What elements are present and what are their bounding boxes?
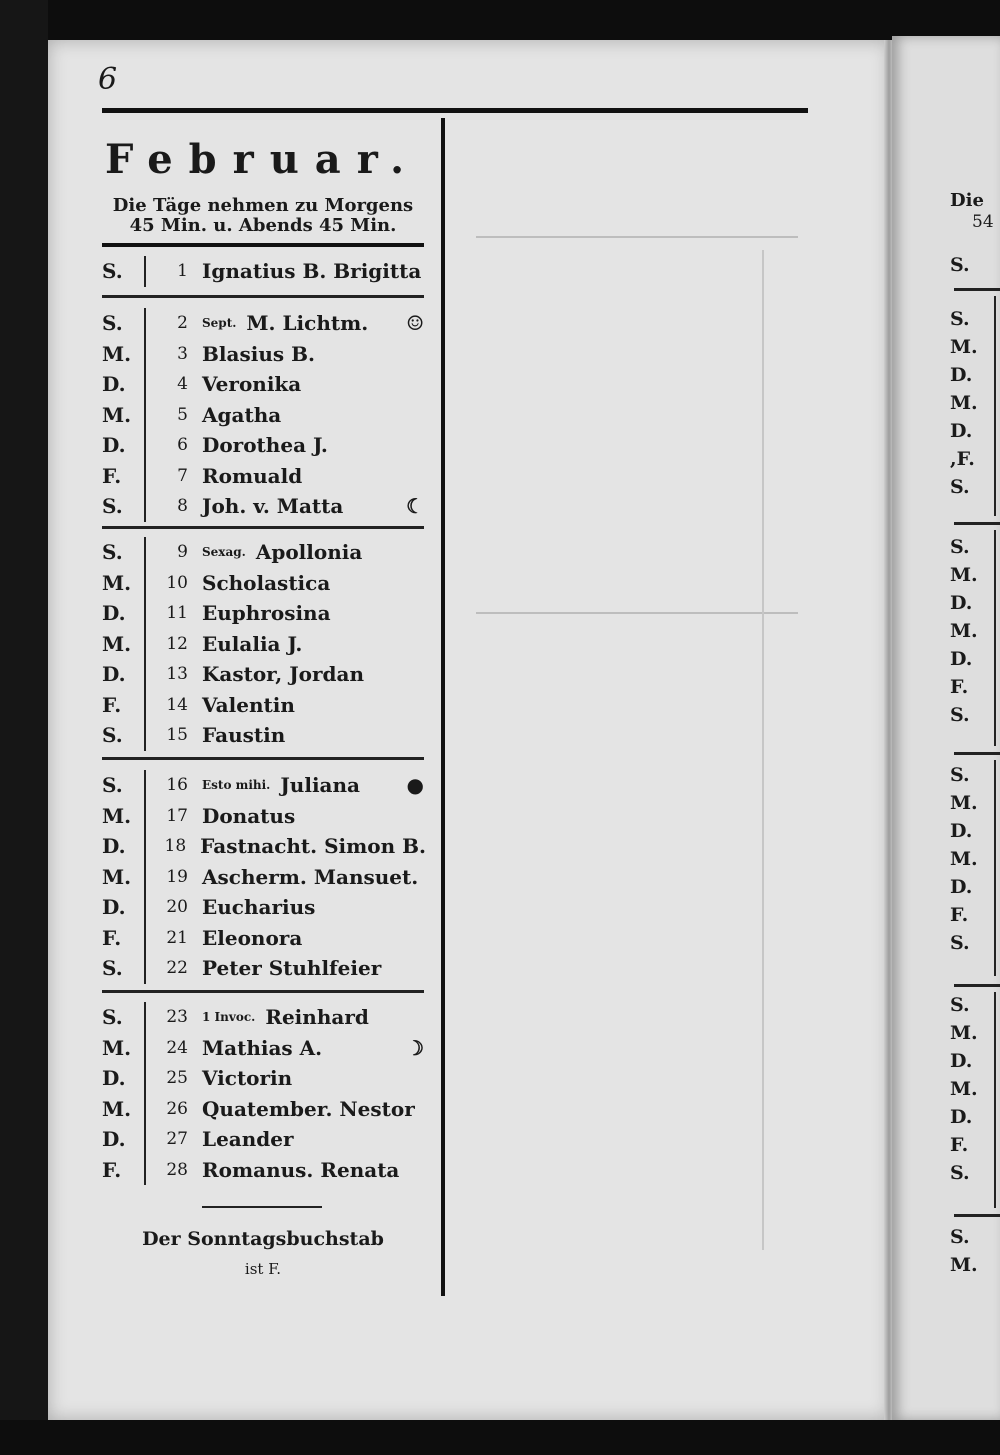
- day-number: 20: [166, 897, 188, 918]
- weekday-abbrev: S.: [102, 259, 123, 284]
- liturgical-note: Esto mihi.: [202, 778, 271, 793]
- right-page-weekday: S.: [950, 254, 970, 276]
- right-page-separator: [994, 296, 996, 516]
- weekday-separator: [144, 1063, 146, 1094]
- moon-phase-icon: ☾: [406, 494, 424, 519]
- right-page-weekday: M.: [950, 392, 978, 414]
- weekday-separator: [144, 659, 146, 690]
- weekday-abbrev: D.: [102, 601, 126, 626]
- weekday-abbrev: D.: [102, 372, 126, 397]
- saint-name: Eulalia J.: [202, 631, 303, 656]
- day-number: 13: [166, 664, 188, 685]
- right-page-weekday: S.: [950, 994, 970, 1016]
- calendar-day-row: [100, 400, 426, 431]
- saint-name: M. Lichtm.: [246, 311, 369, 336]
- calendar-day-row: [100, 629, 426, 660]
- saint-name: Ascherm. Mansuet.: [202, 864, 419, 889]
- right-page-weekday: S.: [950, 1162, 970, 1184]
- saint-name: Valentin: [202, 692, 295, 717]
- saint-name: Quatember. Nestor: [202, 1096, 415, 1121]
- weekday-abbrev: D.: [102, 433, 126, 458]
- sunday-letter-value: ist F.: [244, 1260, 282, 1278]
- right-page-subheader: 54: [972, 212, 994, 232]
- weekday-abbrev: M.: [102, 864, 132, 889]
- weekday-abbrev: F.: [102, 692, 122, 717]
- right-page: [892, 36, 1000, 1420]
- moon-phase-icon: ☺: [406, 311, 424, 336]
- right-page-weekday: S.: [950, 704, 970, 726]
- calendar-day-row: [100, 770, 426, 801]
- intro-rule: [102, 243, 424, 247]
- weekday-separator: [144, 1033, 146, 1064]
- saint-name: Veronika: [202, 372, 302, 397]
- saint-name: Leander: [202, 1127, 294, 1152]
- day-number: 19: [166, 866, 188, 887]
- weekday-separator: [144, 308, 146, 339]
- day-number: 22: [166, 958, 188, 979]
- right-page-weekday: S.: [950, 1226, 970, 1248]
- weekday-separator: [144, 461, 146, 492]
- day-number: 18: [164, 836, 187, 857]
- saint-name: Scholastica: [202, 570, 331, 595]
- calendar-week: [100, 308, 426, 522]
- weekday-abbrev: S.: [102, 1005, 123, 1030]
- calendar-day-row: [100, 598, 426, 629]
- calendar-day-row: [100, 308, 426, 339]
- weekday-abbrev: F.: [102, 925, 122, 950]
- calendar-week: [100, 256, 426, 287]
- right-page-weekday: D.: [950, 1050, 973, 1072]
- bleed-through-rule: [476, 236, 798, 238]
- right-page-weekday: D.: [950, 364, 973, 386]
- right-page-weekday: M.: [950, 1254, 978, 1276]
- day-number: 5: [177, 404, 188, 425]
- book-spine: [0, 0, 48, 1455]
- saint-name: Ignatius B. Brigitta: [202, 259, 422, 284]
- calendar-day-row: [100, 862, 426, 893]
- day-number: 26: [166, 1098, 188, 1119]
- day-number: 6: [177, 435, 188, 456]
- week-rule: [102, 990, 424, 993]
- calendar-day-row: [100, 369, 426, 400]
- saint-name: Eucharius: [202, 895, 316, 920]
- day-number: 12: [166, 633, 188, 654]
- weekday-separator: [144, 1155, 146, 1186]
- calendar-week: [100, 537, 426, 751]
- day-number: 9: [177, 542, 188, 563]
- day-number: 4: [177, 374, 188, 395]
- footer-rule: [202, 1206, 322, 1208]
- calendar-day-row: [100, 568, 426, 599]
- weekday-abbrev: S.: [102, 494, 123, 519]
- right-page-weekday: S.: [950, 476, 970, 498]
- day-number: 3: [177, 343, 188, 364]
- moon-phase-icon: ●: [406, 773, 424, 798]
- weekday-abbrev: D.: [102, 662, 126, 687]
- weekday-separator: [144, 1002, 146, 1033]
- saint-name: Juliana: [280, 773, 361, 798]
- weekday-abbrev: M.: [102, 1035, 132, 1060]
- calendar-day-row: [100, 1094, 426, 1125]
- right-page-weekday: ,F.: [950, 448, 975, 470]
- calendar-day-row: [100, 1124, 426, 1155]
- saint-name: Fastnacht. Simon B.: [200, 834, 426, 859]
- weekday-separator: [144, 369, 146, 400]
- day-number: 7: [177, 465, 188, 486]
- saint-name: Romanus. Renata: [202, 1157, 400, 1182]
- right-page-weekday: D.: [950, 648, 973, 670]
- weekday-abbrev: S.: [102, 723, 123, 748]
- day-number: 25: [166, 1068, 188, 1089]
- scan-background-top: [0, 0, 1000, 40]
- weekday-separator: [144, 892, 146, 923]
- saint-name: Romuald: [202, 463, 303, 488]
- day-number: 17: [166, 805, 188, 826]
- weekday-separator: [144, 568, 146, 599]
- calendar-week: [100, 1002, 426, 1185]
- right-page-week-rule: [954, 1214, 1000, 1217]
- calendar-day-row: [100, 923, 426, 954]
- right-page-week-rule: [954, 752, 1000, 755]
- day-number: 1: [177, 261, 188, 282]
- weekday-abbrev: D.: [102, 895, 126, 920]
- calendar-day-row: [100, 659, 426, 690]
- day-number: 24: [166, 1037, 188, 1058]
- right-page-week-rule: [954, 984, 1000, 987]
- right-page-weekday: S.: [950, 932, 970, 954]
- day-number: 28: [166, 1159, 188, 1180]
- calendar-week: [100, 770, 426, 984]
- weekday-abbrev: M.: [102, 341, 132, 366]
- weekday-separator: [144, 690, 146, 721]
- saint-name: Agatha: [202, 402, 282, 427]
- right-page-week-rule: [954, 288, 1000, 291]
- weekday-abbrev: F.: [102, 1157, 122, 1182]
- saint-name: Eleonora: [202, 925, 303, 950]
- calendar-day-row: [100, 256, 426, 287]
- weekday-separator: [144, 430, 146, 461]
- right-page-weekday: F.: [950, 904, 969, 926]
- right-page-week-rule: [954, 522, 1000, 525]
- weekday-separator: [144, 801, 146, 832]
- saint-name: Joh. v. Matta: [202, 494, 344, 519]
- day-number: 10: [166, 572, 188, 593]
- scan-background-bottom: [0, 1420, 1000, 1455]
- weekday-abbrev: M.: [102, 803, 132, 828]
- saint-name: Victorin: [202, 1066, 293, 1091]
- week-rule: [102, 757, 424, 760]
- weekday-separator: [144, 1124, 146, 1155]
- month-title: Februar.: [104, 136, 421, 183]
- calendar-day-row: [100, 690, 426, 721]
- saint-name: Mathias A.: [202, 1035, 323, 1060]
- weekday-abbrev: S.: [102, 311, 123, 336]
- saint-name: Apollonia: [255, 540, 363, 565]
- right-page-weekday: D.: [950, 876, 973, 898]
- right-page-weekday: D.: [950, 820, 973, 842]
- right-page-weekday: M.: [950, 1022, 978, 1044]
- day-number: 11: [166, 603, 188, 624]
- weekday-separator: [144, 256, 146, 287]
- column-divider: [441, 118, 445, 1296]
- page-number: 6: [98, 62, 118, 97]
- calendar-day-row: [100, 491, 426, 522]
- day-number: 21: [166, 927, 188, 948]
- weekday-separator: [144, 720, 146, 751]
- bleed-through-column: [762, 250, 764, 1250]
- weekday-separator: [144, 1094, 146, 1125]
- saint-name: Euphrosina: [202, 601, 331, 626]
- weekday-separator: [144, 770, 146, 801]
- weekday-separator: [144, 537, 146, 568]
- calendar-day-row: [100, 339, 426, 370]
- week-rule: [102, 295, 424, 298]
- right-page-weekday: M.: [950, 336, 978, 358]
- right-page-weekday: M.: [950, 564, 978, 586]
- saint-name: Donatus: [202, 803, 296, 828]
- day-number: 23: [166, 1007, 188, 1028]
- day-number: 16: [166, 775, 188, 796]
- weekday-abbrev: D.: [102, 1066, 126, 1091]
- weekday-abbrev: M.: [102, 570, 132, 595]
- calendar-day-row: [100, 461, 426, 492]
- right-page-weekday: D.: [950, 1106, 973, 1128]
- saint-name: Kastor, Jordan: [202, 662, 365, 687]
- right-page-weekday: F.: [950, 1134, 969, 1156]
- weekday-abbrev: M.: [102, 1096, 132, 1121]
- weekday-separator: [144, 923, 146, 954]
- right-page-weekday: S.: [950, 536, 970, 558]
- day-length-line: Die Täge nehmen zu Morgens: [112, 195, 414, 216]
- weekday-abbrev: S.: [102, 956, 123, 981]
- liturgical-note: Sexag.: [202, 545, 246, 560]
- calendar-day-row: [100, 892, 426, 923]
- day-number: 27: [166, 1129, 188, 1150]
- calendar-day-row: [100, 831, 426, 862]
- weekday-separator: [144, 862, 146, 893]
- liturgical-note: 1 Invoc.: [202, 1010, 256, 1025]
- calendar-day-row: [100, 953, 426, 984]
- weekday-separator: [144, 953, 146, 984]
- weekday-separator: [144, 831, 146, 862]
- right-page-weekday: F.: [950, 676, 969, 698]
- day-number: 14: [166, 694, 188, 715]
- weekday-separator: [144, 339, 146, 370]
- calendar-day-row: [100, 801, 426, 832]
- weekday-separator: [144, 400, 146, 431]
- right-page-separator: [994, 530, 996, 746]
- weekday-abbrev: M.: [102, 402, 132, 427]
- saint-name: Faustin: [202, 723, 286, 748]
- weekday-abbrev: M.: [102, 631, 132, 656]
- right-page-weekday: M.: [950, 848, 978, 870]
- right-page-header: Die: [950, 190, 984, 211]
- right-page-weekday: M.: [950, 792, 978, 814]
- weekday-abbrev: S.: [102, 540, 123, 565]
- day-length-note: [100, 196, 426, 236]
- calendar-day-row: [100, 537, 426, 568]
- day-number: 15: [166, 725, 188, 746]
- right-page-weekday: S.: [950, 764, 970, 786]
- bleed-through-rule: [476, 612, 798, 614]
- calendar-day-row: [100, 1033, 426, 1064]
- weekday-abbrev: S.: [102, 773, 123, 798]
- saint-name: Blasius B.: [202, 341, 315, 366]
- right-page-weekday: D.: [950, 420, 973, 442]
- week-rule: [102, 526, 424, 529]
- weekday-abbrev: D.: [102, 1127, 126, 1152]
- moon-phase-icon: ☽: [406, 1035, 424, 1060]
- saint-name: Dorothea J.: [202, 433, 328, 458]
- liturgical-note: Sept.: [202, 316, 237, 331]
- weekday-separator: [144, 629, 146, 660]
- weekday-abbrev: D.: [102, 834, 126, 859]
- calendar-day-row: [100, 1155, 426, 1186]
- weekday-separator: [144, 491, 146, 522]
- calendar-day-row: [100, 1002, 426, 1033]
- right-page-separator: [994, 992, 996, 1208]
- right-page-weekday: D.: [950, 592, 973, 614]
- header-rule: [102, 108, 808, 113]
- day-number: 2: [177, 313, 188, 334]
- weekday-separator: [144, 598, 146, 629]
- right-page-weekday: M.: [950, 1078, 978, 1100]
- day-number: 8: [177, 496, 188, 517]
- right-page-weekday: M.: [950, 620, 978, 642]
- sunday-letter-label: Der Sonntagsbuchstab: [142, 1228, 384, 1250]
- calendar-day-row: [100, 430, 426, 461]
- saint-name: Reinhard: [265, 1005, 369, 1030]
- calendar-day-row: [100, 720, 426, 751]
- day-length-line: 45 Min. u. Abends 45 Min.: [129, 215, 397, 236]
- weekday-abbrev: F.: [102, 463, 122, 488]
- saint-name: Peter Stuhlfeier: [202, 956, 382, 981]
- right-page-weekday: S.: [950, 308, 970, 330]
- calendar-day-row: [100, 1063, 426, 1094]
- right-page-separator: [994, 760, 996, 976]
